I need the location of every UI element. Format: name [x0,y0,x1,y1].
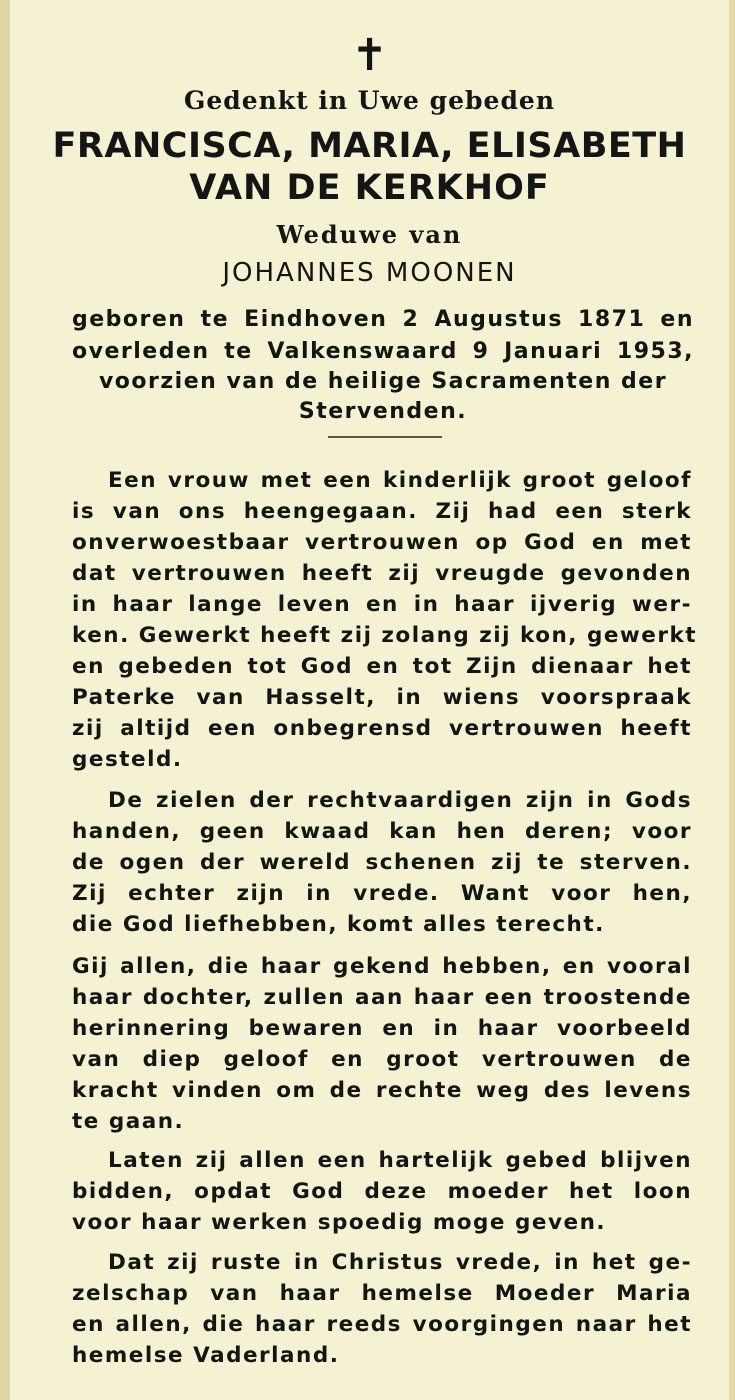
text-line: Zij echter zijn in vrede. Want voor hen, [72,881,692,906]
text-line: handen, geen kwaad kan hen deren; voor [72,819,692,844]
cross-icon: ✝ [351,30,388,81]
text-line: gesteld. [72,747,183,772]
husband-name: JOHANNES MOONEN [222,258,517,288]
text-line: de ogen der wereld schenen zij te sterven. [72,850,692,875]
text-line: haar dochter, zullen aan haar een troostende [72,985,692,1010]
bio-line: voorzien van de heilige Sacramenten der [98,369,668,394]
text-line: hemelse Vaderland. [72,1343,340,1368]
text-line: te gaan. [72,1109,185,1134]
text-line: dat vertrouwen heeft zij vreugde gevonden [72,561,692,586]
text-line: van diep geloof en groot vertrouwen de [72,1047,692,1072]
text-line: onverwoestbaar vertrouwen op God en met [72,530,692,555]
text-line: De zielen der rechtvaardigen zijn in Gods [108,788,692,813]
text-line: voor haar werken spoedig moge geven. [72,1210,607,1235]
text-line: Gij allen, die haar gekend hebben, en vooral [72,954,692,979]
text-line: zij altijd een onbegrensd vertrouwen heeft [72,716,692,741]
text-line: kracht vinden om de rechte weg des levens [72,1078,692,1103]
deceased-name-line-1: FRANCISCA, MARIA, ELISABETH [52,126,687,166]
text-line: herinnering bewaren en in haar voorbeeld [72,1016,692,1041]
text-line: Paterke van Hasselt, in wiens voorspraak [72,685,692,710]
text-line: bidden, opdat God deze moeder het loon [72,1179,692,1204]
prayer-request: Gedenkt in Uwe gebeden [183,86,556,115]
text-line: Laten zij allen een hartelijk gebed blijven [108,1148,692,1173]
text-line: Een vrouw met een kinderlijk groot geloof [108,468,692,493]
text-line: in haar lange leven en in haar ijverig wer- [72,592,692,617]
text-line: ken. Gewerkt heeft zij zolang zij kon, gewerkt [72,623,698,648]
bio-line: geboren te Eindhoven 2 Augustus 1871 en [72,307,694,332]
divider [328,436,442,438]
bio-line: Stervenden. [298,399,468,424]
text-line: is van ons heengegaan. Zij had een sterk [72,499,692,524]
text-line: en gebeden tot God en tot Zijn dienaar het [72,654,692,679]
text-line: Dat zij ruste in Christus vrede, in het ge- [108,1250,692,1275]
text-line: en allen, die haar reeds voorgingen naar het [72,1312,692,1337]
text-line: die God liefhebben, komt alles terecht. [72,912,605,937]
text-line: zelschap van haar hemelse Moeder Maria [72,1281,692,1306]
widow-of-label: Weduwe van [276,220,463,249]
deceased-name-line-2: VAN DE KERKHOF [189,168,550,208]
bio-line: overleden te Valkenswaard 9 Januari 1953, [72,339,694,364]
